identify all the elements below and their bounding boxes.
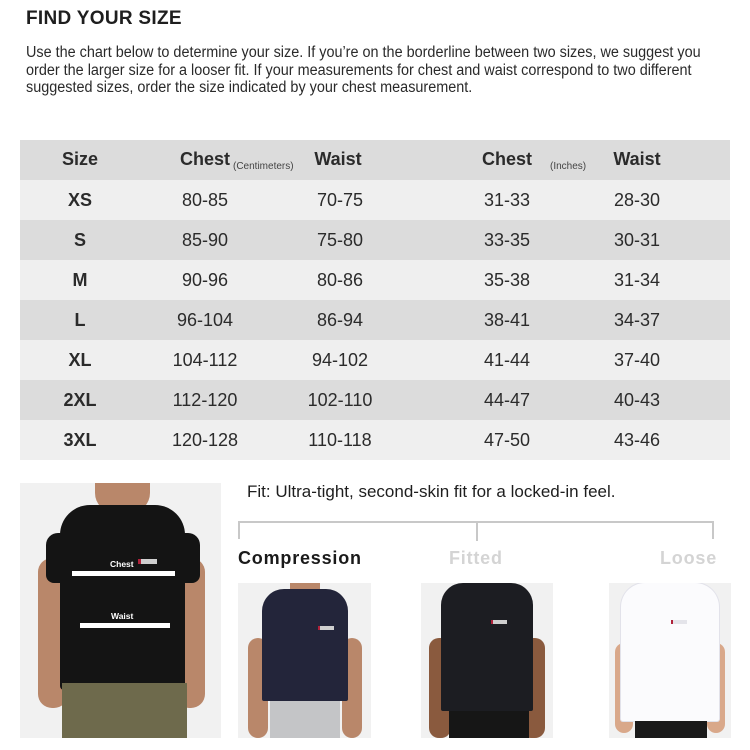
size-cell: XL <box>68 350 92 370</box>
intro-text: Use the chart below to determine your size. If you’re on the borderline between two sizes, we suggest you order the larger size for a looser fit. If your measurements for chest and waist correspond to two different suggested sizes, order the size indicated by your chest measurement. <box>26 44 701 96</box>
brand-logo-icon <box>318 626 334 630</box>
fit-scale-divider <box>476 523 478 541</box>
waist-cm-cell: 110-118 <box>308 430 372 450</box>
chest-cm-cell: 112-120 <box>172 390 238 410</box>
chest-in-cell: 35-38 <box>483 270 531 290</box>
waist-cm-cell: 86-94 <box>316 310 364 330</box>
header-waist-in: Waist <box>613 149 661 169</box>
waist-in-cell: 40-43 <box>613 390 661 410</box>
model-shirt <box>60 505 185 690</box>
size-cell: XS <box>67 190 92 210</box>
size-chart-table <box>20 140 730 460</box>
table-row <box>20 260 730 300</box>
header-chest-cm: Chest <box>179 149 230 169</box>
waist-in-cell: 30-31 <box>613 230 661 250</box>
chest-cm-cell: 120-128 <box>171 430 239 450</box>
table-row <box>20 180 730 220</box>
waist-cm-cell: 80-86 <box>316 270 364 290</box>
header-waist-cm: Waist <box>314 149 362 169</box>
fit-level-compression: Compression <box>238 548 362 568</box>
chest-in-cell: 47-50 <box>483 430 531 450</box>
waist-cm-cell: 70-75 <box>316 190 364 210</box>
waist-in-cell: 34-37 <box>613 310 661 330</box>
size-cell: S <box>73 230 86 250</box>
header-size: Size <box>61 149 99 169</box>
chest-in-cell: 41-44 <box>483 350 531 370</box>
fit-scale-bracket <box>238 521 714 539</box>
waist-in-cell: 28-30 <box>613 190 661 210</box>
compression-shirt-image <box>238 583 371 738</box>
chest-in-cell: 38-41 <box>483 310 531 330</box>
header-cm-unit: (Centimeters) <box>233 161 294 172</box>
black-shorts <box>449 711 529 738</box>
navy-compression-shirt <box>262 589 348 701</box>
waist-in-cell: 43-46 <box>613 430 661 450</box>
brand-logo-icon <box>491 620 507 624</box>
table-row <box>20 340 730 380</box>
fit-level-fitted: Fitted <box>449 548 503 568</box>
table-header-row <box>20 140 730 180</box>
table-row <box>20 220 730 260</box>
page-title: FIND YOUR SIZE <box>26 8 182 29</box>
table-row <box>20 380 730 420</box>
fitted-shirt-image <box>421 583 553 738</box>
chest-label: Chest <box>110 559 134 569</box>
header-chest-in: Chest <box>481 149 532 169</box>
size-cell: 2XL <box>63 390 97 410</box>
waist-cm-cell: 75-80 <box>316 230 364 250</box>
chest-measure-line <box>72 571 175 576</box>
table-row <box>20 420 730 460</box>
table-row <box>20 300 730 340</box>
chest-in-cell: 31-33 <box>483 190 531 210</box>
loose-shirt-image <box>609 583 731 738</box>
chest-cm-cell: 104-112 <box>172 350 238 370</box>
black-shorts <box>635 721 707 738</box>
model-shorts <box>62 683 187 738</box>
waist-cm-cell: 94-102 <box>311 350 369 370</box>
size-cell: M <box>72 270 88 290</box>
brand-logo-icon <box>138 559 157 564</box>
waist-in-cell: 37-40 <box>613 350 661 370</box>
chest-in-cell: 33-35 <box>483 230 531 250</box>
chest-cm-cell: 90-96 <box>181 270 229 290</box>
measurement-model-image <box>20 483 221 738</box>
chest-cm-cell: 96-104 <box>176 310 234 330</box>
fit-level-loose: Loose <box>660 548 718 568</box>
waist-cm-cell: 102-110 <box>307 390 373 410</box>
size-cell: L <box>74 310 86 330</box>
header-in-unit: (Inches) <box>550 161 587 172</box>
waist-label: Waist <box>111 611 134 621</box>
waist-in-cell: 31-34 <box>613 270 661 290</box>
gray-shorts <box>270 701 340 738</box>
chest-cm-cell: 85-90 <box>181 230 229 250</box>
size-cell: 3XL <box>63 430 97 450</box>
chest-in-cell: 44-47 <box>483 390 531 410</box>
waist-measure-line <box>80 623 170 628</box>
fit-description: Fit: Ultra-tight, second-skin fit for a locked-in feel. <box>247 482 616 501</box>
black-fitted-shirt <box>441 583 533 711</box>
white-loose-shirt <box>621 583 719 721</box>
brand-logo-icon <box>671 620 687 624</box>
chest-cm-cell: 80-85 <box>181 190 229 210</box>
